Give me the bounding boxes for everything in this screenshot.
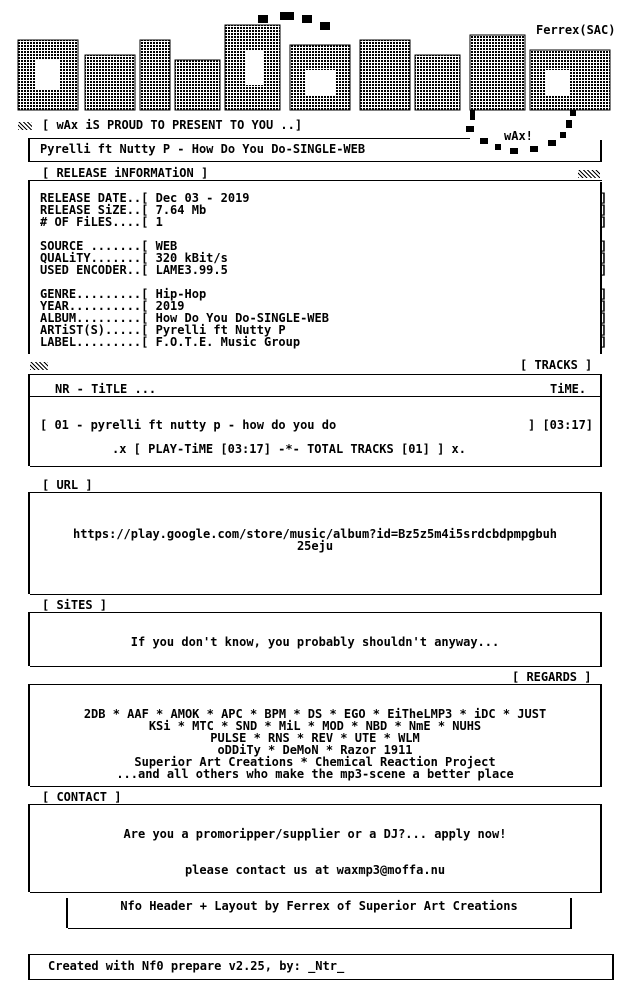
- intro-text: [ wAx iS PROUD TO PRESENT TO YOU ..]: [42, 118, 303, 132]
- tracks-head-right: [600, 374, 602, 398]
- sites-box-bottom: [30, 666, 602, 667]
- info-release-size: RELEASE SiZE..[ 7.64 Mb: [40, 203, 207, 217]
- tracks-dots: [30, 362, 48, 370]
- contact-label: [ CONTACT ]: [42, 790, 122, 804]
- regards-line-3: PULSE * RNS * REV * UTE * WLM: [210, 731, 420, 745]
- contact-box-top: [30, 804, 602, 805]
- bracket-2: ]: [600, 203, 608, 217]
- bracket-9: ]: [600, 311, 608, 325]
- credit-box-right: [570, 898, 572, 928]
- url-box-right: [600, 492, 602, 594]
- release-title: Pyrelli ft Nutty P - How Do You Do-SINGLE-WEB: [40, 142, 366, 156]
- info-release-date: RELEASE DATE..[ Dec 03 - 2019: [40, 191, 250, 205]
- info-label: LABEL.........[ F.O.T.E. Music Group: [40, 335, 301, 349]
- bracket-6: ]: [600, 263, 608, 277]
- tracks-box-left: [28, 398, 30, 466]
- group-tag: wAx!: [504, 129, 533, 143]
- sites-box-top: [30, 612, 602, 613]
- regards-line-1: 2DB * AAF * AMOK * APC * BPM * DS * EGO * EiTheLMP3 * iDC * JUST: [83, 707, 547, 721]
- url-link[interactable]: https://play.google.com/store/music/album?id=Bz5z5m4i5srdcbdpmpgbuh: [72, 527, 558, 541]
- sites-text: If you don't know, you probably shouldn't anyway...: [130, 635, 500, 649]
- release-info-label: [ RELEASE iNFORMATiON ]: [42, 166, 209, 180]
- regards-line-6: ...and all others who make the mp3-scene a better place: [116, 767, 514, 781]
- bracket-10: ]: [600, 323, 608, 337]
- tracks-head-bottom: [30, 396, 602, 397]
- title-box-bottom: [30, 161, 602, 162]
- intro-dots: [18, 122, 32, 130]
- info-artist: ARTiST(S).....[ Pyrelli ft Nutty P: [40, 323, 286, 337]
- info-encoder: USED ENCODER..[ LAME3.99.5: [40, 263, 228, 277]
- bracket-7: ]: [600, 287, 608, 301]
- tracks-summary: .x [ PLAY-TiME [03:17] -*- TOTAL TRACKS [01] ] x.: [112, 442, 467, 456]
- bracket-5: ]: [600, 251, 608, 265]
- tracks-col-time: TiME.: [550, 382, 587, 396]
- info-num-files: # OF FiLES....[ 1: [40, 215, 163, 229]
- regards-line-5: Superior Art Creations * Chemical Reaction Project: [134, 755, 496, 769]
- release-info-dots: [578, 170, 600, 178]
- url-label: [ URL ]: [42, 478, 93, 492]
- info-album: ALBUM.........[ How Do You Do-SINGLE-WEB: [40, 311, 329, 325]
- info-quality: QUALiTY.......[ 320 kBit/s: [40, 251, 228, 265]
- header-credit: Ferrex(SAC): [536, 23, 616, 37]
- tracks-box-bottom: [30, 466, 602, 467]
- contact-box-right: [600, 804, 602, 892]
- regards-box-bottom: [30, 786, 602, 787]
- release-box-top: [30, 180, 602, 181]
- bracket-8: ]: [600, 299, 608, 313]
- title-box-top: [30, 138, 470, 139]
- title-box-right: [600, 140, 602, 162]
- tracks-box-right: [600, 398, 602, 466]
- contact-email-line[interactable]: please contact us at waxmp3@moffa.nu: [184, 863, 446, 877]
- tracks-label: [ TRACKS ]: [520, 358, 593, 372]
- url-link-cont[interactable]: 25eju: [296, 539, 334, 553]
- regards-line-4: oDDiTy * DeMoN * Razor 1911: [217, 743, 413, 757]
- release-box-left: [28, 180, 30, 354]
- credit-box-bottom: [68, 928, 572, 929]
- tracks-top-line: [30, 374, 602, 375]
- bracket-3: ]: [600, 215, 608, 229]
- sites-box-right: [600, 612, 602, 666]
- contact-box-bottom: [30, 892, 602, 893]
- track-1-time: ] [03:17]: [528, 418, 594, 432]
- regards-label: [ REGARDS ]: [512, 670, 592, 684]
- bracket-4: ]: [600, 239, 608, 253]
- bracket-1: ]: [600, 191, 608, 205]
- contact-box-left: [28, 804, 30, 892]
- tracks-head-left: [28, 374, 30, 398]
- track-1-title: [ 01 - pyrelli ft nutty p - how do you do: [40, 418, 337, 432]
- title-box-left: [28, 138, 30, 162]
- info-source: SOURCE .......[ WEB: [40, 239, 178, 253]
- tracks-col-title: NR - TiTLE ...: [55, 382, 157, 396]
- info-genre: GENRE.........[ Hip-Hop: [40, 287, 207, 301]
- sites-label: [ SiTES ]: [42, 598, 108, 612]
- bracket-11: ]: [600, 335, 608, 349]
- regards-box-top: [30, 684, 602, 685]
- regards-line-2: KSi * MTC * SND * MiL * MOD * NBD * NmE * NUHS: [148, 719, 482, 733]
- layout-credit: Nfo Header + Layout by Ferrex of Superior Art Creations: [120, 899, 518, 913]
- info-year: YEAR..........[ 2019: [40, 299, 185, 313]
- url-box-top: [30, 492, 602, 493]
- contact-line-1: Are you a promoripper/supplier or a DJ?... apply now!: [123, 827, 507, 841]
- created-with: Created with Nf0 prepare v2.25, by: _Ntr_: [48, 959, 345, 973]
- wax-logo: [0, 0, 632, 120]
- url-box-bottom: [30, 594, 602, 595]
- regards-box-right: [600, 684, 602, 786]
